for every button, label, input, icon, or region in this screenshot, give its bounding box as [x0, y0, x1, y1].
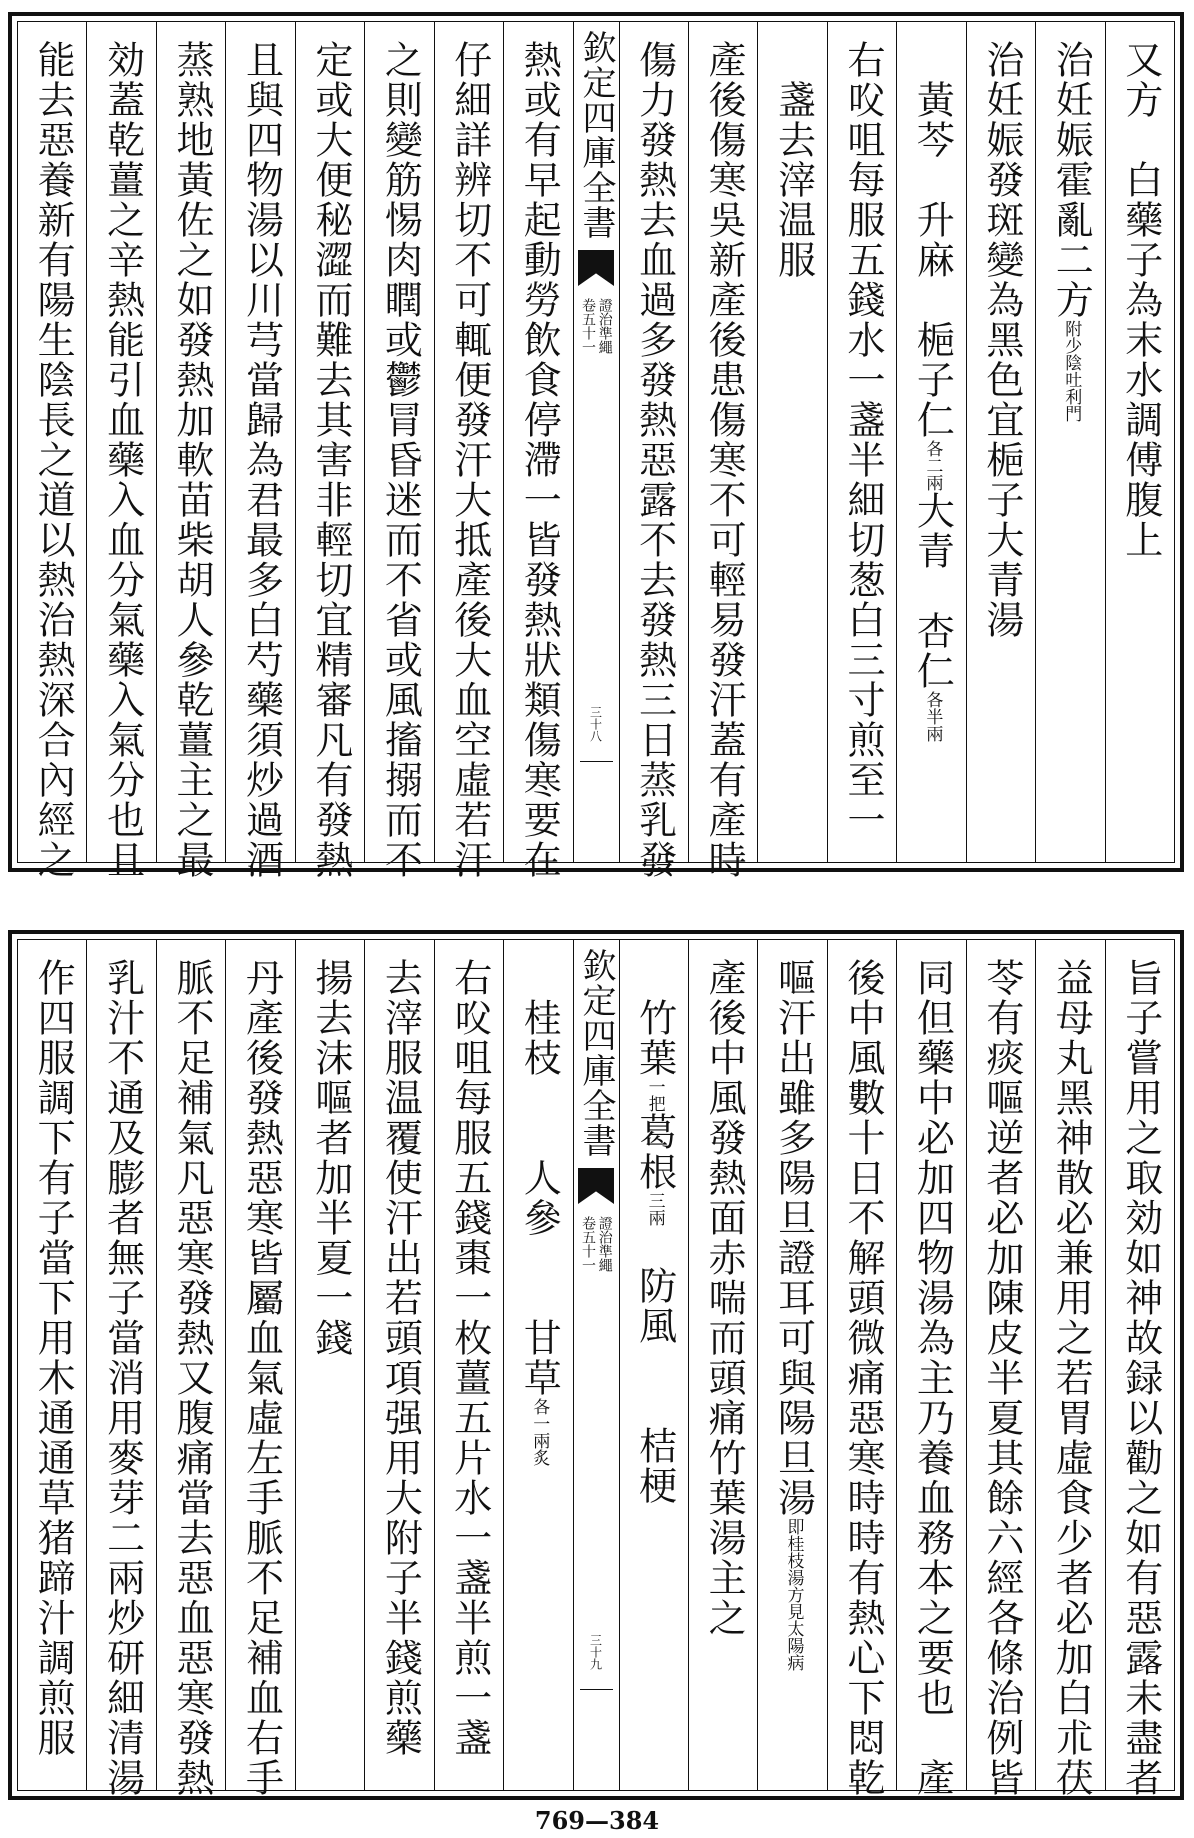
- top-page-columns: [18, 22, 1174, 880]
- column-text: [1118, 40, 1163, 862]
- main-text: 治妊娠霍亂二方: [1049, 40, 1094, 320]
- main-text: 桂枝 人參 甘草: [517, 958, 562, 1398]
- column-text: [632, 40, 677, 880]
- main-text: 能去惡養新有陽生陰長之道以熱治熱深合內經之: [31, 40, 76, 880]
- text-column: [156, 22, 225, 880]
- column-text: [447, 958, 492, 1790]
- text-column: [619, 22, 688, 880]
- fishtail-mark-icon: [578, 1168, 614, 1204]
- main-text: 同但藥中必加四物湯為主乃養血務本之要也 產: [910, 958, 955, 1798]
- text-column: [18, 22, 86, 880]
- text-column: [364, 940, 433, 1790]
- annotation-note: 一把: [644, 1078, 665, 1112]
- text-column: [896, 940, 965, 1798]
- column-text: [31, 40, 76, 880]
- column-text: [840, 40, 885, 862]
- volume-number: 卷五十一: [580, 1216, 596, 1272]
- column-text: [170, 40, 215, 880]
- top-page: [8, 12, 1184, 880]
- annotation-note: 各二兩: [922, 440, 943, 491]
- main-text: 傷力發熱去血過多發熱惡露不去發熱三日蒸乳發: [632, 40, 677, 880]
- main-text: 効蓋乾薑之辛熱能引血藥入血分氣藥入氣分也且: [100, 40, 145, 880]
- bottom-page: [8, 930, 1184, 1800]
- book-info: [580, 298, 611, 354]
- column-text: [771, 958, 816, 1790]
- column-text: [170, 958, 215, 1798]
- bottom-page-columns: [18, 940, 1174, 1798]
- main-text: 黃芩 升麻 梔子仁: [910, 40, 955, 440]
- text-column: [434, 22, 503, 880]
- annotation-note: 各半兩: [922, 691, 943, 742]
- column-text: [1049, 958, 1094, 1798]
- main-text: 乳汁不通及膨者無子當消用麥芽二兩炒研細清湯: [100, 958, 145, 1798]
- text-column: [225, 22, 294, 880]
- main-text: 作四服調下有子當下用木通通草猪蹄汁調煎服: [31, 958, 76, 1758]
- main-text: 治妊娠發斑變為黑色宜梔子大青湯: [979, 40, 1024, 640]
- annotation-note: 三兩: [644, 1192, 665, 1226]
- annotation-note: 附少陰吐利門: [1061, 320, 1082, 422]
- main-text: 丹產後發熱惡寒皆屬血氣虛左手脈不足補血右手: [239, 958, 284, 1798]
- volume-number: 卷五十一: [580, 298, 596, 354]
- text-column: [966, 940, 1035, 1798]
- main-text: 蒸熟地黃佐之如發熱加軟苗柴胡人參乾薑主之最: [170, 40, 215, 880]
- main-text: 定或大便秘澀而難去其害非輕切宜精審凡有發熱: [308, 40, 353, 880]
- main-text: 嘔汗出雖多陽旦證耳可與陽旦湯: [771, 958, 816, 1518]
- text-column: [1035, 940, 1104, 1798]
- text-column: [827, 940, 896, 1798]
- text-column: [225, 940, 294, 1798]
- main-text: 盞去滓温服: [771, 40, 816, 280]
- column-text: [702, 958, 747, 1790]
- main-text: 竹葉: [632, 958, 677, 1078]
- column-text: [840, 958, 885, 1798]
- text-column: [1035, 22, 1104, 862]
- main-text: 右㕮咀每服五錢棗一枚薑五片水一盞半煎一盞: [447, 958, 492, 1758]
- main-text: 產後傷寒吳新產後患傷寒不可輕易發汗蓋有產時: [702, 40, 747, 880]
- fishtail-mark-icon: [578, 250, 614, 286]
- main-text: 大青 杏仁: [910, 491, 955, 691]
- book-title: 證治準繩: [596, 298, 613, 354]
- main-text: 旨子嘗用之取効如神故録以勸之如有惡露未盡者: [1118, 958, 1163, 1798]
- column-text: [1118, 958, 1163, 1798]
- text-column: [619, 940, 688, 1790]
- column-text: [378, 40, 423, 880]
- text-column: [966, 22, 1035, 862]
- text-column: [688, 22, 757, 880]
- column-text: [100, 40, 145, 880]
- gutter-rule: [580, 1689, 613, 1690]
- column-text: [1049, 40, 1094, 862]
- column-text: [308, 40, 353, 880]
- column-text: [702, 40, 747, 880]
- column-text: [447, 40, 492, 880]
- text-column: [503, 22, 572, 880]
- gutter-rule: [580, 761, 613, 762]
- text-column: [18, 940, 86, 1790]
- text-column: [688, 940, 757, 1790]
- main-text: 揚去沫嘔者加半夏一錢: [308, 958, 353, 1358]
- book-title: 證治準繩: [596, 1216, 613, 1272]
- leaf-number: 三十九: [588, 1634, 603, 1670]
- main-text: 右㕮咀每服五錢水一盞半細切葱白三寸煎至一: [840, 40, 885, 840]
- column-text: [308, 958, 353, 1790]
- leaf-number: 三十八: [588, 706, 603, 742]
- text-column: [757, 940, 826, 1790]
- text-column: [86, 22, 155, 880]
- main-text: 葛根: [632, 1112, 677, 1192]
- top-page-frame: [17, 21, 1175, 880]
- column-text: [771, 40, 816, 862]
- text-column: [1105, 940, 1174, 1798]
- column-text: [910, 958, 955, 1798]
- text-column: [1105, 22, 1174, 862]
- center-gutter: [573, 22, 619, 862]
- collection-title: 欽定四庫全書: [576, 30, 616, 240]
- main-text: 後中風數十日不解頭微痛惡寒時時有熱心下悶乾: [840, 958, 885, 1798]
- column-text: [632, 958, 677, 1790]
- bottom-page-frame: [17, 939, 1175, 1798]
- text-column: [295, 22, 364, 880]
- annotation-note: 即桂枝湯方見太陽病: [783, 1518, 804, 1671]
- text-column: [896, 22, 965, 862]
- column-text: [31, 958, 76, 1790]
- main-text: 產後中風發熱面赤喘而頭痛竹葉湯主之: [702, 958, 747, 1638]
- main-text: 且與四物湯以川芎當歸為君最多白芍藥須炒過酒: [239, 40, 284, 880]
- column-text: [979, 40, 1024, 862]
- column-text: [910, 40, 955, 862]
- column-text: [239, 958, 284, 1798]
- page-footer-number: 769—384: [534, 1806, 660, 1835]
- main-text: 苓有痰嘔逆者必加陳皮半夏其餘六經各條治例皆: [979, 958, 1024, 1798]
- main-text: 仔細詳辨切不可輒便發汗大抵產後大血空虛若汗: [447, 40, 492, 880]
- collection-title: 欽定四庫全書: [576, 948, 616, 1158]
- main-text: 益母丸黑神散必兼用之若胃虛食少者必加白朮茯: [1049, 958, 1094, 1798]
- text-column: [757, 22, 826, 862]
- text-column: [156, 940, 225, 1798]
- annotation-note: 各一兩炙: [529, 1398, 550, 1466]
- main-text: 又方 白藥子為末水調傅腹上: [1118, 40, 1163, 560]
- text-column: [86, 940, 155, 1798]
- main-text: 之則變筋惕肉瞤或鬱冐昏迷而不省或風搐搦而不: [378, 40, 423, 880]
- center-gutter: [573, 940, 619, 1790]
- text-column: [434, 940, 503, 1790]
- book-info: [580, 1216, 611, 1272]
- text-column: [827, 22, 896, 862]
- column-text: [378, 958, 423, 1790]
- column-text: [517, 40, 562, 880]
- main-text: 防風 桔梗: [632, 1226, 677, 1506]
- text-column: [364, 22, 433, 880]
- text-column: [295, 940, 364, 1790]
- main-text: 脈不足補氣凡惡寒發熱又腹痛當去惡血惡寒發熱: [170, 958, 215, 1798]
- column-text: [979, 958, 1024, 1798]
- text-column: [503, 940, 572, 1790]
- column-text: [100, 958, 145, 1798]
- main-text: 去滓服温覆使汗出若頭項强用大附子半錢煎藥: [378, 958, 423, 1758]
- column-text: [517, 958, 562, 1790]
- main-text: 熱或有早起動勞飲食停滯一皆發熱狀類傷寒要在: [517, 40, 562, 880]
- column-text: [239, 40, 284, 880]
